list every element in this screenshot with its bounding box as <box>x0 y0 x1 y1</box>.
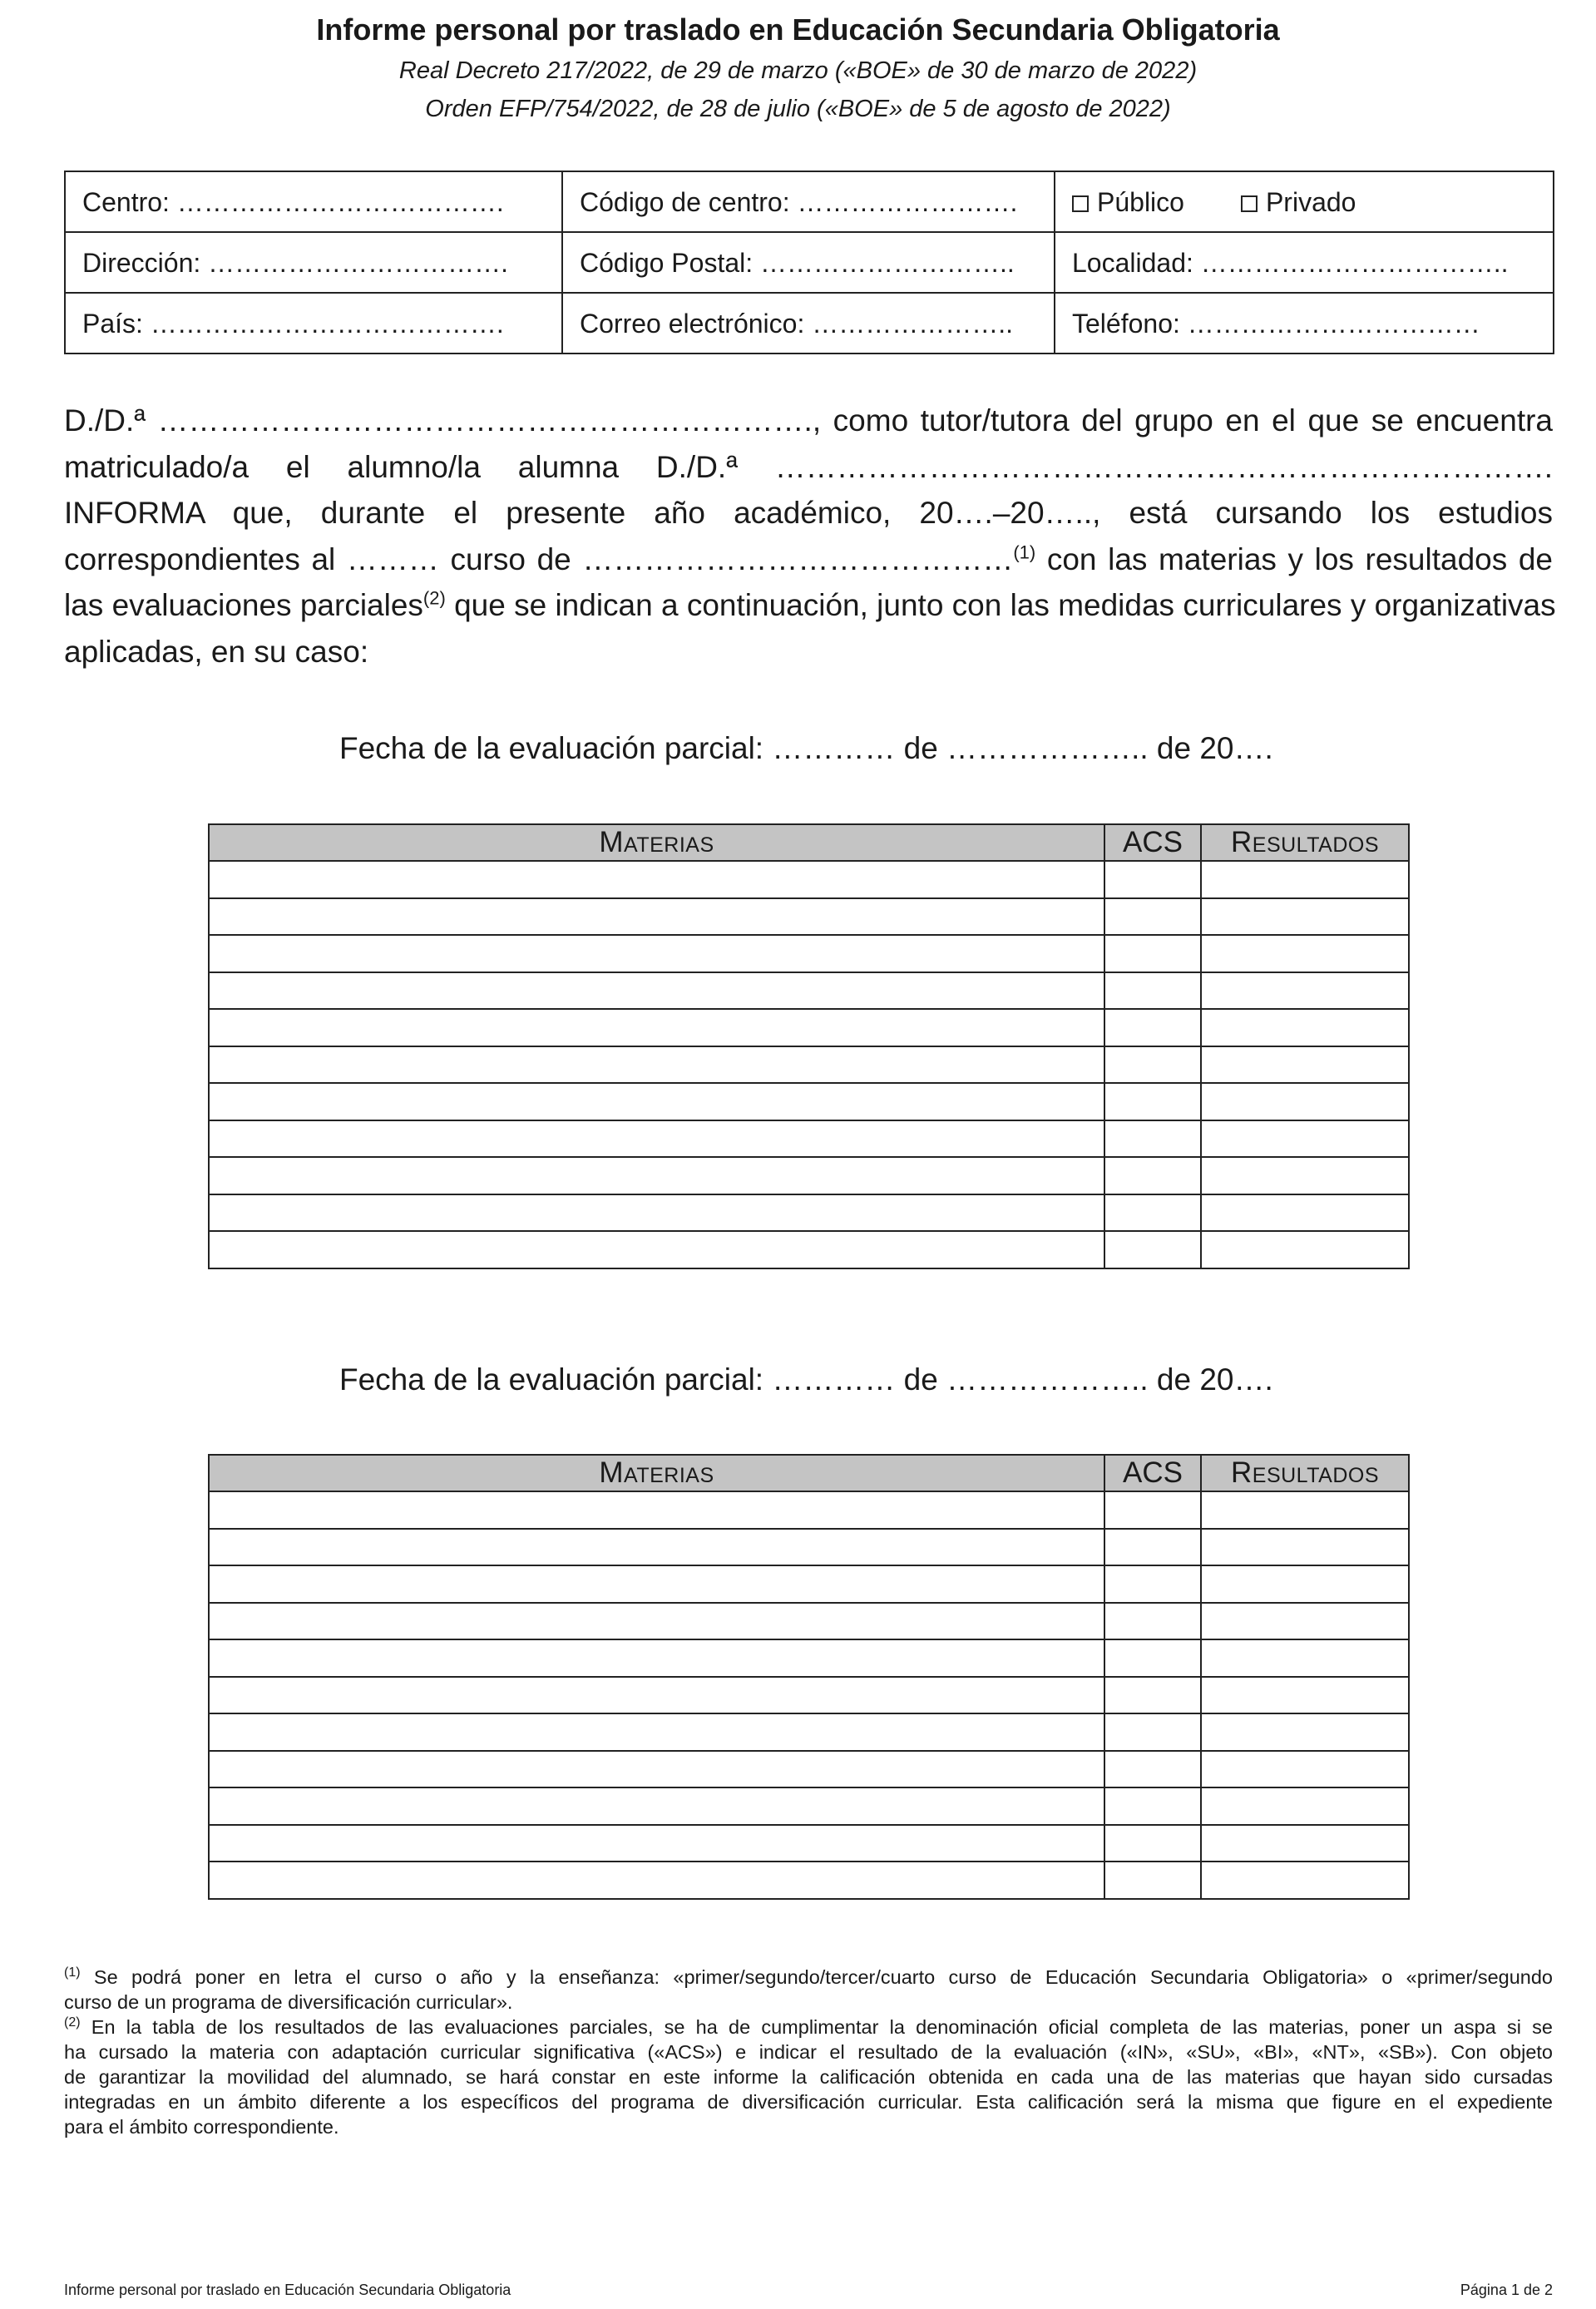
acs-cell[interactable] <box>1104 1825 1201 1862</box>
table-row <box>209 1194 1409 1232</box>
center-info-row <box>65 232 1554 293</box>
table-row <box>209 972 1409 1010</box>
footnote-1-cont: curso de un programa de diversificación curricular». <box>64 1991 513 2013</box>
center-info-row <box>65 171 1554 232</box>
materia-cell[interactable] <box>209 1565 1104 1603</box>
legal-reference-decree: Real Decreto 217/2022, de 29 de marzo («BOE» de 30 de marzo de 2022) <box>398 57 1198 84</box>
statement-text: con las materias y los resultados de <box>1035 541 1554 576</box>
telefono-field[interactable]: Teléfono: …………………………… <box>1055 293 1554 354</box>
acs-cell[interactable] <box>1104 1046 1201 1084</box>
materia-cell[interactable] <box>209 935 1104 972</box>
acs-cell[interactable] <box>1104 1677 1201 1714</box>
privado-label: Privado <box>1265 186 1356 217</box>
materia-cell[interactable] <box>209 861 1104 898</box>
titularidad-options <box>1055 171 1554 232</box>
table-row <box>209 1825 1409 1862</box>
materia-cell[interactable] <box>209 1194 1104 1232</box>
statement-line <box>64 582 1556 629</box>
evaluation-date-2[interactable]: Fecha de la evaluación parcial: ………… de ……………….. de 20…. <box>339 1362 1273 1397</box>
publico-option[interactable] <box>1072 187 1184 217</box>
table-row <box>209 1639 1409 1677</box>
acs-cell[interactable] <box>1104 1120 1201 1158</box>
table-row <box>209 1713 1409 1751</box>
materia-cell[interactable] <box>209 1603 1104 1640</box>
legal-reference-order: Orden EFP/754/2022, de 28 de julio («BOE» de 5 de agosto de 2022) <box>425 96 1171 122</box>
resultado-cell[interactable] <box>1201 1231 1409 1268</box>
resultado-cell[interactable] <box>1201 1862 1409 1899</box>
resultado-cell[interactable] <box>1201 861 1409 898</box>
acs-cell[interactable] <box>1104 1231 1201 1268</box>
resultado-cell[interactable] <box>1201 1713 1409 1751</box>
resultado-cell[interactable] <box>1201 1825 1409 1862</box>
resultado-cell[interactable] <box>1201 1787 1409 1825</box>
table-row <box>209 898 1409 936</box>
table-row <box>209 1083 1409 1120</box>
materia-cell[interactable] <box>209 1713 1104 1751</box>
materias-header: Materias <box>209 824 1104 861</box>
footnote-2-cont: para el ámbito correspondiente. <box>64 2116 339 2138</box>
table-row <box>209 861 1409 898</box>
direccion-field[interactable]: Dirección: ……………………………. <box>65 232 562 293</box>
resultado-cell[interactable] <box>1201 1677 1409 1714</box>
materia-cell[interactable] <box>209 1529 1104 1566</box>
materias-header: Materias <box>209 1455 1104 1491</box>
table-row <box>209 1529 1409 1566</box>
table-row <box>209 935 1409 972</box>
table-row <box>209 1009 1409 1046</box>
materia-cell[interactable] <box>209 1751 1104 1788</box>
materia-cell[interactable] <box>209 972 1104 1010</box>
footnote-mark-2: (2) <box>64 2015 81 2030</box>
acs-cell[interactable] <box>1104 1713 1201 1751</box>
resultado-cell[interactable] <box>1201 1603 1409 1640</box>
statement-line: INFORMA que, durante el presente año académico, 20….–20….., está cursando los estudios <box>64 496 1553 530</box>
statement-line: aplicadas, en su caso: <box>64 634 369 669</box>
footnote-ref-1: (1) <box>1013 541 1036 563</box>
acs-cell[interactable] <box>1104 1009 1201 1046</box>
table-row <box>209 1677 1409 1714</box>
table-row <box>209 1565 1409 1603</box>
table-row <box>209 1491 1409 1529</box>
materia-cell[interactable] <box>209 1083 1104 1120</box>
resultados-header: Resultados <box>1201 824 1409 861</box>
privado-option[interactable] <box>1241 187 1356 217</box>
footnote-text: Se podrá poner en letra el curso o año y la enseñanza: «primer/segundo/tercer/cuarto curso de Educación Secundaria Obligatoria» o «primer/segundo <box>80 1966 1553 1988</box>
footnote-2-cont: de garantizar la movilidad del alumnado, se hará constar en este informe la calificación obtenida en cada una de las materias que hayan sido cursadas <box>64 2066 1553 2088</box>
acs-cell[interactable] <box>1104 935 1201 972</box>
table-row <box>209 1157 1409 1194</box>
statement-text: que se indican a continuación, junto con las medidas curriculares y organizativas <box>445 588 1556 622</box>
subjects-table-2 <box>208 1454 1410 1900</box>
table-row <box>209 1120 1409 1158</box>
acs-cell[interactable] <box>1104 1751 1201 1788</box>
acs-cell[interactable] <box>1104 1157 1201 1194</box>
statement-line: matriculado/a el alumno/la alumna D./D.ª …………………………………………………………………. <box>64 449 1553 484</box>
table-header-row <box>209 824 1409 861</box>
materia-cell[interactable] <box>209 898 1104 936</box>
resultado-cell[interactable] <box>1201 935 1409 972</box>
footnote-1 <box>64 1965 1553 1990</box>
materia-cell[interactable] <box>209 1825 1104 1862</box>
resultado-cell[interactable] <box>1201 972 1409 1010</box>
correo-field[interactable]: Correo electrónico: ………………….. <box>562 293 1055 354</box>
acs-cell[interactable] <box>1104 1862 1201 1899</box>
resultado-cell[interactable] <box>1201 1639 1409 1677</box>
footnote-ref-2: (2) <box>422 587 446 609</box>
acs-header: ACS <box>1104 1455 1201 1491</box>
acs-cell[interactable] <box>1104 1194 1201 1232</box>
pais-field[interactable]: País: …………………………………. <box>65 293 562 354</box>
center-info-table <box>64 171 1554 354</box>
center-info-row <box>65 293 1554 354</box>
resultado-cell[interactable] <box>1201 898 1409 936</box>
materia-cell[interactable] <box>209 1862 1104 1899</box>
acs-cell[interactable] <box>1104 1529 1201 1566</box>
acs-cell[interactable] <box>1104 972 1201 1010</box>
resultado-cell[interactable] <box>1201 1046 1409 1084</box>
footnote-mark-1: (1) <box>64 1965 81 1980</box>
resultado-cell[interactable] <box>1201 1009 1409 1046</box>
acs-cell[interactable] <box>1104 898 1201 936</box>
acs-cell[interactable] <box>1104 1083 1201 1120</box>
report-statement <box>64 398 1556 675</box>
centro-field[interactable]: Centro: ………………………………. <box>65 171 562 232</box>
acs-cell[interactable] <box>1104 1787 1201 1825</box>
materia-cell[interactable] <box>209 1157 1104 1194</box>
page-number: Página 1 de 2 <box>1460 2282 1553 2298</box>
acs-cell[interactable] <box>1104 861 1201 898</box>
materia-cell[interactable] <box>209 1787 1104 1825</box>
statement-line <box>64 536 1553 583</box>
acs-cell[interactable] <box>1104 1491 1201 1529</box>
codigo-postal-field[interactable]: Código Postal: ……………………….. <box>562 232 1055 293</box>
page-footer-title: Informe personal por traslado en Educación Secundaria Obligatoria <box>64 2282 511 2298</box>
codigo-centro-field[interactable]: Código de centro: ……………………. <box>562 171 1055 232</box>
resultado-cell[interactable] <box>1201 1120 1409 1158</box>
acs-header: ACS <box>1104 824 1201 861</box>
footnote-text: En la tabla de los resultados de las evaluaciones parciales, se ha de cumplimentar la denominación oficial completa de las materias, poner un aspa si se <box>80 2016 1553 2038</box>
materia-cell[interactable] <box>209 1231 1104 1268</box>
privado-checkbox[interactable] <box>1241 195 1258 212</box>
evaluation-date-1[interactable]: Fecha de la evaluación parcial: ………… de ……………….. de 20…. <box>339 731 1273 765</box>
statement-text: correspondientes al ……… curso de …………………………………… <box>64 541 1014 576</box>
table-row <box>209 1787 1409 1825</box>
footnote-2 <box>64 2015 1553 2040</box>
resultado-cell[interactable] <box>1201 1751 1409 1788</box>
acs-cell[interactable] <box>1104 1639 1201 1677</box>
resultado-cell[interactable] <box>1201 1083 1409 1120</box>
table-row <box>209 1751 1409 1788</box>
document-title: Informe personal por traslado en Educación Secundaria Obligatoria <box>316 12 1280 47</box>
resultado-cell[interactable] <box>1201 1194 1409 1232</box>
resultado-cell[interactable] <box>1201 1565 1409 1603</box>
publico-checkbox[interactable] <box>1072 195 1089 212</box>
resultado-cell[interactable] <box>1201 1157 1409 1194</box>
publico-label: Público <box>1097 186 1184 217</box>
table-row <box>209 1046 1409 1084</box>
resultados-header: Resultados <box>1201 1455 1409 1491</box>
materia-cell[interactable] <box>209 1046 1104 1084</box>
table-header-row <box>209 1455 1409 1491</box>
table-row <box>209 1231 1409 1268</box>
statement-text: las evaluaciones parciales <box>64 588 423 622</box>
footnote-2-cont: integradas en un ámbito diferente a los específicos del programa de diversificación curricular. Esta calificación será la misma que figure en el expediente <box>64 2091 1553 2113</box>
footnotes <box>64 1965 1553 2139</box>
resultado-cell[interactable] <box>1201 1529 1409 1566</box>
statement-line: D./D.ª ………………………………………………………., como tutor/tutora del grupo en el que se encuentra <box>64 403 1553 438</box>
table-row <box>209 1862 1409 1899</box>
acs-cell[interactable] <box>1104 1565 1201 1603</box>
localidad-field[interactable]: Localidad: …………………………….. <box>1055 232 1554 293</box>
materia-cell[interactable] <box>209 1009 1104 1046</box>
materia-cell[interactable] <box>209 1639 1104 1677</box>
materia-cell[interactable] <box>209 1491 1104 1529</box>
resultado-cell[interactable] <box>1201 1491 1409 1529</box>
materia-cell[interactable] <box>209 1677 1104 1714</box>
acs-cell[interactable] <box>1104 1603 1201 1640</box>
footnote-2-cont: ha cursado la materia con adaptación curricular significativa («ACS») e indicar el resultado de la evaluación («IN», «SU», «BI», «NT», «SB»). Con objeto <box>64 2041 1553 2063</box>
materia-cell[interactable] <box>209 1120 1104 1158</box>
table-row <box>209 1603 1409 1640</box>
subjects-table-1 <box>208 823 1410 1269</box>
